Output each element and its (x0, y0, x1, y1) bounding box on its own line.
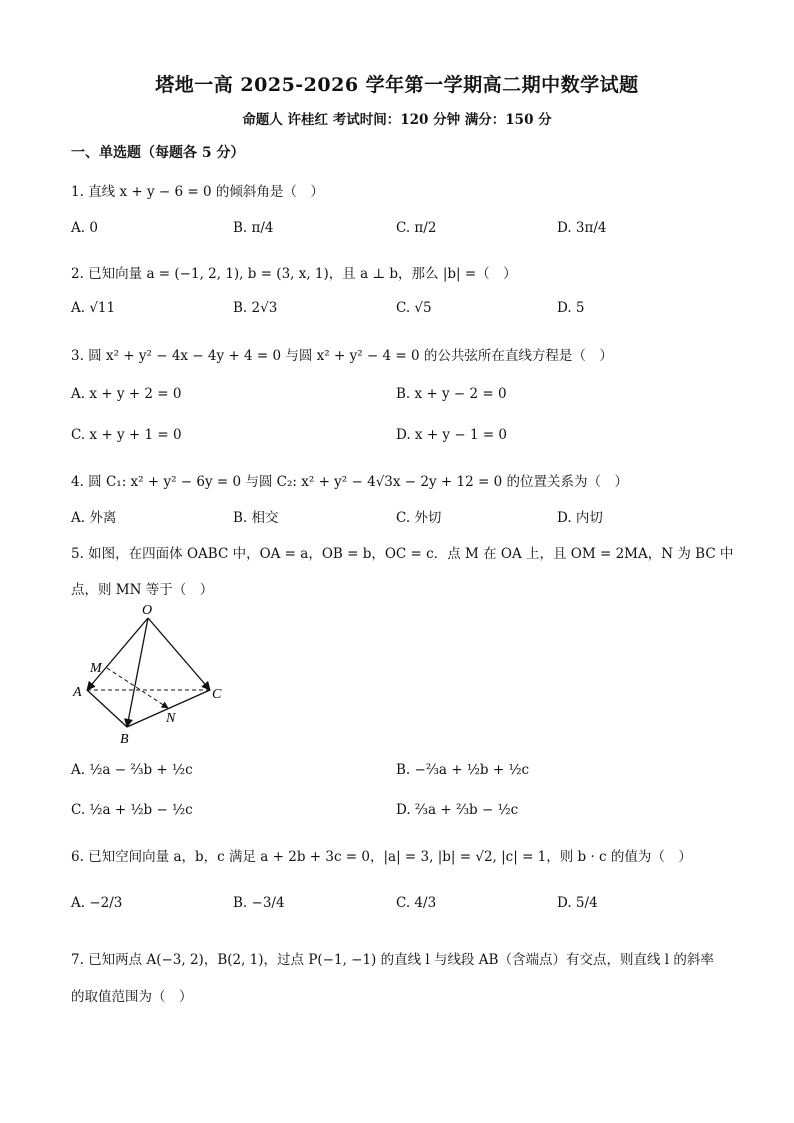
question-1-stem: 1. 直线 x + y − 6 = 0 的倾斜角是（ ） (71, 184, 324, 200)
question-6-stem: 6. 已知空间向量 a，b，c 满足 a + 2b + 3c = 0，|a| = 3, |b| = √2, |c| = 1，则 b · c 的值为（ ） (71, 849, 692, 865)
question-7-stem-line2: 的取值范围为（ ） (71, 989, 193, 1005)
q1-option-d: D. 3π/4 (557, 220, 607, 236)
label-m: M (90, 661, 102, 676)
label-b: B (120, 732, 129, 747)
exam-info: 命题人 许桂红 考试时间：120 分钟 满分：150 分 (242, 112, 552, 128)
tetrahedron-figure (70, 600, 240, 750)
q5-option-d: D. ⅔a + ⅔b − ½c (396, 802, 519, 818)
question-7-stem-line1: 7. 已知两点 A(−3, 2)，B(2, 1)，过点 P(−1, −1) 的直线 l 与线段 AB（含端点）有交点，则直线 l 的斜率 (71, 952, 714, 968)
q2-option-c: C. √5 (396, 300, 432, 316)
q3-option-b: B. x + y − 2 = 0 (396, 386, 507, 402)
question-5-stem-line1: 5. 如图，在四面体 OABC 中，OA = a，OB = b，OC = c．点 M 在 OA 上，且 OM = 2MA，N 为 BC 中 (71, 546, 734, 562)
question-4-stem: 4. 圆 C₁: x² + y² − 6y = 0 与圆 C₂: x² + y² − 4√3x − 2y + 12 = 0 的位置关系为（ ） (71, 474, 628, 490)
label-n: N (166, 711, 176, 726)
q6-option-c: C. 4/3 (396, 895, 437, 911)
q4-option-c: C. 外切 (396, 510, 442, 526)
question-5-stem-line2: 点，则 MN 等于（ ） (71, 582, 214, 598)
section-heading: 一、单选题（每题各 5 分） (71, 145, 245, 161)
label-c: C (212, 687, 222, 702)
q4-option-b: B. 相交 (233, 510, 279, 526)
q5-option-c: C. ½a + ½b − ½c (71, 802, 193, 818)
q1-option-c: C. π/2 (396, 220, 437, 236)
q3-option-c: C. x + y + 1 = 0 (71, 427, 182, 443)
q2-option-d: D. 5 (557, 300, 585, 316)
q2-option-b: B. 2√3 (233, 300, 278, 316)
q4-option-d: D. 内切 (557, 510, 603, 526)
edge-oc (148, 618, 210, 690)
q3-option-a: A. x + y + 2 = 0 (71, 386, 182, 402)
q3-option-d: D. x + y − 1 = 0 (396, 427, 508, 443)
q1-option-b: B. π/4 (233, 220, 274, 236)
q1-option-a: A. 0 (71, 220, 98, 236)
label-a: A (73, 685, 82, 700)
edge-ob (127, 618, 148, 727)
q6-option-b: B. −3/4 (233, 895, 285, 911)
label-o: O (142, 603, 153, 618)
q6-option-a: A. −2/3 (71, 895, 123, 911)
q4-option-a: A. 外离 (71, 510, 117, 526)
q5-option-b: B. −⅔a + ½b + ½c (396, 762, 530, 778)
q5-option-a: A. ½a − ⅔b + ½c (71, 762, 193, 778)
edge-ab (87, 690, 127, 727)
q6-option-d: D. 5/4 (557, 895, 598, 911)
page-title: 塔地一高 2025-2026 学年第一学期高二期中数学试题 (155, 74, 639, 96)
question-3-stem: 3. 圆 x² + y² − 4x − 4y + 4 = 0 与圆 x² + y² − 4 = 0 的公共弦所在直线方程是（ ） (71, 348, 613, 364)
q2-option-a: A. √11 (71, 300, 116, 316)
question-2-stem: 2. 已知向量 a = (−1, 2, 1), b = (3, x, 1)，且 a ⊥ b，那么 |b| =（ ） (71, 266, 517, 282)
edge-oa (87, 618, 148, 690)
